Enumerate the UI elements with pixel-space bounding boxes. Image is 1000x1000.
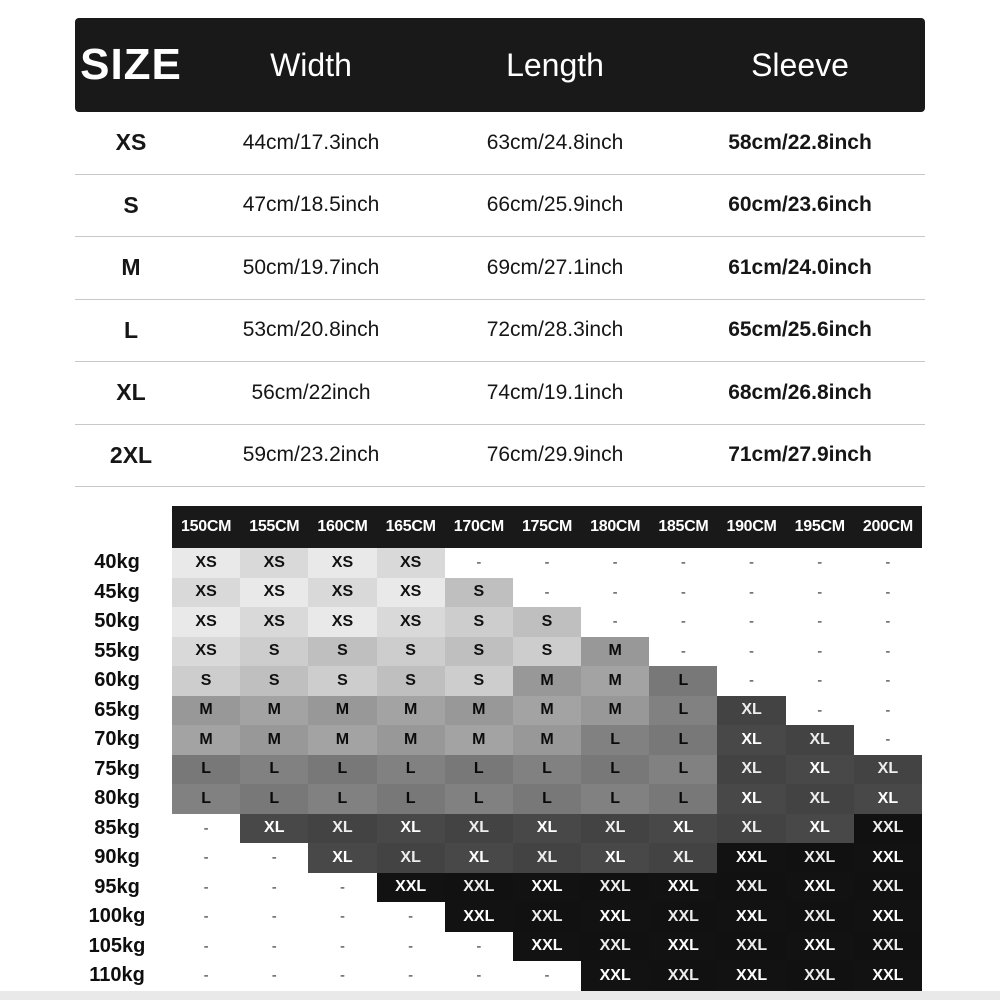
size-cell-empty: - [581,578,649,608]
size-cell-empty: - [308,873,376,903]
size-label: S [123,191,139,218]
length-value: 63cm/24.8inch [486,130,624,154]
size-cell: XXL [649,961,717,991]
fit-chart-row [62,902,922,932]
size-cell-empty: - [308,932,376,962]
size-cell: XXL [513,873,581,903]
size-cell: S [445,666,513,696]
height-column-header: 175CM [513,506,581,548]
width-column-header: Width [270,46,352,83]
size-cell: M [581,637,649,667]
size-cell-empty: - [717,578,785,608]
size-cell: XXL [649,932,717,962]
size-cell-empty: - [786,666,854,696]
size-cell: S [445,637,513,667]
size-cell: M [445,725,513,755]
size-cell-empty: - [172,902,240,932]
size-cell: S [513,607,581,637]
size-cell: XL [240,814,308,844]
size-cell: XS [377,607,445,637]
size-cell: XXL [513,932,581,962]
fit-chart-row [62,784,922,814]
weight-row-header: 80kg [62,784,172,814]
size-cell: S [308,666,376,696]
size-cell: M [513,666,581,696]
length-value: 69cm/27.1inch [486,255,624,279]
fit-chart-row [62,666,922,696]
size-cell: S [308,637,376,667]
width-value: 53cm/20.8inch [242,318,380,342]
size-cell: S [240,666,308,696]
size-cell-empty: - [445,932,513,962]
size-cell-empty: - [717,637,785,667]
width-value: 59cm/23.2inch [242,443,380,467]
width-value: 50cm/19.7inch [242,255,380,279]
size-cell-empty: - [581,607,649,637]
size-cell: M [240,725,308,755]
size-cell: XXL [649,873,717,903]
size-cell: XL [649,843,717,873]
size-cell: XXL [854,961,922,991]
height-column-header: 190CM [717,506,785,548]
size-cell: XL [377,814,445,844]
size-cell: S [513,637,581,667]
size-cell: M [581,666,649,696]
size-column-header: SIZE [80,40,182,89]
size-table [75,18,925,487]
size-cell-empty: - [172,961,240,991]
weight-row-header: 110kg [62,961,172,991]
size-cell: S [240,637,308,667]
size-cell: XL [717,725,785,755]
size-cell-empty: - [172,814,240,844]
height-column-header: 185CM [649,506,717,548]
weight-row-header: 50kg [62,607,172,637]
fit-chart-row [62,873,922,903]
size-cell: M [445,696,513,726]
size-cell-empty: - [377,902,445,932]
sleeve-value: 68cm/26.8inch [728,380,872,404]
fit-chart-row [62,696,922,726]
size-cell: M [240,696,308,726]
size-cell: XXL [854,873,922,903]
size-cell: M [513,696,581,726]
size-cell-empty: - [717,607,785,637]
sleeve-value: 65cm/25.6inch [728,318,872,342]
size-cell: M [308,696,376,726]
weight-row-header: 40kg [62,548,172,578]
size-cell: XL [513,814,581,844]
size-label: M [121,254,141,281]
size-cell-empty: - [854,637,922,667]
height-column-header: 160CM [308,506,376,548]
size-cell: S [377,666,445,696]
size-cell: XS [308,607,376,637]
size-cell: XXL [786,961,854,991]
size-cell: XS [172,548,240,578]
size-cell-empty: - [854,725,922,755]
size-cell: XS [240,607,308,637]
fit-chart-row [62,755,922,785]
size-cell-empty: - [513,548,581,578]
bottom-edge-strip [0,991,1000,1000]
size-cell-empty: - [854,548,922,578]
size-cell: XL [717,784,785,814]
size-table-row [75,112,925,175]
size-cell: XS [240,548,308,578]
size-cell: L [581,725,649,755]
size-cell-empty: - [786,607,854,637]
size-cell: XL [308,814,376,844]
size-cell: L [513,755,581,785]
size-cell-empty: - [240,873,308,903]
size-cell: XL [513,843,581,873]
size-cell: XXL [377,873,445,903]
size-cell: L [581,755,649,785]
size-cell-empty: - [513,961,581,991]
fit-chart-body [62,548,922,991]
size-cell: XS [172,607,240,637]
size-cell: XL [581,843,649,873]
weight-row-header: 105kg [62,932,172,962]
fit-chart-row [62,814,922,844]
size-cell-empty: - [308,961,376,991]
length-value: 76cm/29.9inch [486,443,624,467]
size-cell: XXL [581,961,649,991]
size-cell: XXL [717,843,785,873]
size-table-row [75,362,925,425]
size-cell-empty: - [377,932,445,962]
size-cell: XXL [854,932,922,962]
size-cell: L [649,725,717,755]
size-cell-empty: - [854,578,922,608]
size-cell: XXL [581,873,649,903]
size-cell-empty: - [240,902,308,932]
size-cell-empty: - [717,666,785,696]
size-table-row [75,237,925,300]
size-cell: S [445,578,513,608]
size-cell: XS [308,578,376,608]
size-cell: L [172,755,240,785]
fit-chart-row [62,843,922,873]
size-cell: M [513,725,581,755]
size-cell: L [308,784,376,814]
weight-row-header: 55kg [62,637,172,667]
weight-row-header: 75kg [62,755,172,785]
weight-row-header: 70kg [62,725,172,755]
weight-row-header: 100kg [62,902,172,932]
size-cell-empty: - [786,637,854,667]
size-cell: L [172,784,240,814]
size-cell: M [172,696,240,726]
sleeve-value: 71cm/27.9inch [728,443,872,467]
size-cell: XL [786,755,854,785]
fit-chart-row [62,607,922,637]
size-table-row [75,175,925,238]
length-column-header: Length [506,46,604,83]
size-cell: XL [717,696,785,726]
weight-row-header: 60kg [62,666,172,696]
size-table-row [75,300,925,363]
size-cell: M [581,696,649,726]
size-cell: L [649,784,717,814]
sleeve-value: 60cm/23.6inch [728,193,872,217]
height-column-header: 170CM [445,506,513,548]
size-label: 2XL [109,441,153,468]
size-label: XL [116,379,146,406]
size-cell-empty: - [649,637,717,667]
height-column-header: 195CM [786,506,854,548]
height-column-header: 165CM [377,506,445,548]
size-table-header [75,18,925,112]
size-cell-empty: - [581,548,649,578]
size-cell: XS [377,578,445,608]
size-cell: XXL [445,873,513,903]
size-cell-empty: - [172,873,240,903]
size-cell: XXL [649,902,717,932]
size-cell: M [377,696,445,726]
size-table-row [75,425,925,488]
sleeve-column-header: Sleeve [751,46,849,83]
size-cell: M [377,725,445,755]
fit-chart-row [62,725,922,755]
size-cell-empty: - [717,548,785,578]
size-cell-empty: - [240,961,308,991]
size-cell-empty: - [445,548,513,578]
size-cell-empty: - [649,578,717,608]
size-cell: L [240,784,308,814]
size-cell: L [649,666,717,696]
size-cell: XXL [786,902,854,932]
size-cell: S [445,607,513,637]
size-cell: L [445,784,513,814]
size-cell: M [308,725,376,755]
size-cell: XL [377,843,445,873]
fit-chart-row [62,637,922,667]
size-cell: L [377,784,445,814]
size-cell: XXL [513,902,581,932]
size-cell: L [649,755,717,785]
size-cell-empty: - [377,961,445,991]
size-cell-empty: - [854,696,922,726]
fit-chart-corner-cell [62,506,172,548]
size-cell: XL [308,843,376,873]
length-value: 72cm/28.3inch [486,318,624,342]
size-cell-empty: - [240,932,308,962]
size-cell: XXL [581,902,649,932]
size-cell: XL [786,814,854,844]
size-cell: XXL [854,843,922,873]
size-cell: XS [308,548,376,578]
size-cell: XXL [717,873,785,903]
size-cell: L [377,755,445,785]
size-cell: L [649,696,717,726]
size-cell: S [172,666,240,696]
size-cell-empty: - [308,902,376,932]
sleeve-value: 61cm/24.0inch [728,255,872,279]
size-cell: XS [240,578,308,608]
height-column-header: 150CM [172,506,240,548]
size-label: XS [115,129,147,156]
size-cell: M [172,725,240,755]
size-cell: L [240,755,308,785]
size-cell: XXL [445,902,513,932]
size-cell: XS [172,637,240,667]
size-cell-empty: - [445,961,513,991]
size-cell-empty: - [649,548,717,578]
width-value: 44cm/17.3inch [242,130,380,154]
height-column-header: 200CM [854,506,922,548]
size-cell: XS [377,548,445,578]
weight-row-header: 65kg [62,696,172,726]
size-cell: XL [854,784,922,814]
size-cell-empty: - [786,548,854,578]
size-cell-empty: - [649,607,717,637]
length-value: 74cm/19.1inch [486,380,624,404]
sleeve-value: 58cm/22.8inch [728,130,872,154]
weight-row-header: 95kg [62,873,172,903]
length-value: 66cm/25.9inch [486,193,624,217]
fit-chart-row [62,578,922,608]
fit-chart-row [62,961,922,991]
size-cell-empty: - [786,578,854,608]
fit-chart-row [62,932,922,962]
size-cell: L [513,784,581,814]
size-label: L [123,316,139,343]
size-cell: S [377,637,445,667]
size-cell: XL [649,814,717,844]
size-cell: XL [786,784,854,814]
fit-chart-header-row [62,506,922,548]
size-cell: XXL [854,902,922,932]
size-cell: XXL [717,932,785,962]
size-cell: XXL [581,932,649,962]
size-cell: XXL [786,873,854,903]
size-cell: XXL [786,843,854,873]
size-cell: L [445,755,513,785]
size-table-body [75,112,925,487]
size-cell-empty: - [513,578,581,608]
size-cell: XL [717,814,785,844]
height-column-header: 155CM [240,506,308,548]
weight-row-header: 85kg [62,814,172,844]
size-cell: XL [786,725,854,755]
size-cell: XS [172,578,240,608]
weight-row-header: 45kg [62,578,172,608]
size-cell: XL [854,755,922,785]
size-cell-empty: - [172,843,240,873]
width-value: 47cm/18.5inch [242,193,380,217]
fit-chart [62,506,922,991]
weight-row-header: 90kg [62,843,172,873]
size-cell-empty: - [854,666,922,696]
size-cell: XXL [786,932,854,962]
width-value: 56cm/22inch [251,380,371,404]
size-cell: XL [581,814,649,844]
size-cell: L [581,784,649,814]
size-cell: XXL [854,814,922,844]
size-cell: XL [717,755,785,785]
fit-chart-row [62,548,922,578]
size-cell: XXL [717,961,785,991]
size-cell: XL [445,814,513,844]
size-cell-empty: - [172,932,240,962]
size-cell-empty: - [786,696,854,726]
size-cell: L [308,755,376,785]
size-cell-empty: - [240,843,308,873]
size-cell: XXL [717,902,785,932]
size-cell-empty: - [854,607,922,637]
height-column-header: 180CM [581,506,649,548]
size-cell: XL [445,843,513,873]
